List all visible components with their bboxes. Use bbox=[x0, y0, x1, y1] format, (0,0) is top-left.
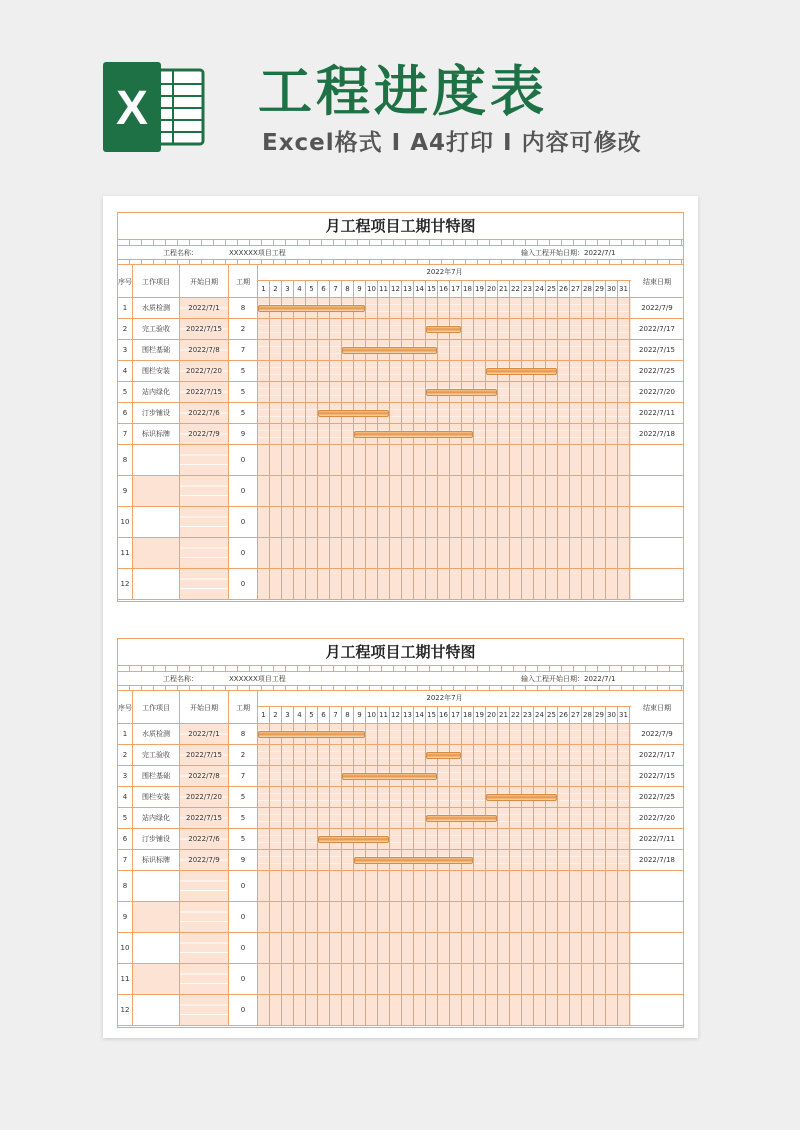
gantt-grid bbox=[258, 933, 631, 963]
day-number: 1 bbox=[258, 281, 270, 298]
task-duration[interactable]: 5 bbox=[229, 361, 258, 381]
day-number: 28 bbox=[582, 707, 594, 724]
task-index: 7 bbox=[118, 424, 133, 444]
task-end-date: 2022/7/18 bbox=[639, 856, 675, 864]
task-row bbox=[118, 382, 683, 403]
task-start-date[interactable] bbox=[180, 871, 229, 901]
task-duration[interactable]: 0 bbox=[229, 538, 258, 568]
task-index: 7 bbox=[118, 850, 133, 870]
day-number: 1 bbox=[258, 707, 270, 724]
task-index: 2 bbox=[118, 745, 133, 765]
day-number: 22 bbox=[510, 707, 522, 724]
gantt-grid bbox=[258, 724, 631, 744]
task-name[interactable]: 围栏基础 bbox=[133, 766, 180, 786]
task-name[interactable]: 标识标牌 bbox=[133, 424, 180, 444]
task-name[interactable]: 围栏安装 bbox=[133, 361, 180, 381]
task-duration[interactable]: 0 bbox=[229, 902, 258, 932]
day-number: 6 bbox=[318, 281, 330, 298]
day-number: 13 bbox=[402, 707, 414, 724]
page-title: 工程进度表 bbox=[258, 60, 548, 123]
col-item-header: 工作项目 bbox=[133, 691, 180, 724]
logo-letter: X bbox=[115, 82, 149, 135]
empty-task-row bbox=[118, 995, 683, 1026]
col-end-header: 结束日期 bbox=[643, 703, 671, 712]
day-number: 27 bbox=[570, 281, 582, 298]
task-name[interactable]: 围栏基础 bbox=[133, 340, 180, 360]
project-name[interactable]: XXXXXX项目工程 bbox=[229, 675, 286, 683]
day-number: 26 bbox=[558, 281, 570, 298]
gantt-grid bbox=[258, 745, 631, 765]
day-number: 19 bbox=[474, 281, 486, 298]
info-row bbox=[118, 246, 683, 260]
task-end-date: 2022/7/9 bbox=[641, 304, 673, 312]
start-date-label: 输入工程开始日期： bbox=[521, 249, 584, 257]
task-end-date bbox=[631, 538, 683, 568]
task-start-date[interactable] bbox=[180, 445, 229, 475]
task-start-date[interactable]: 2022/7/15 bbox=[180, 745, 229, 765]
table-header bbox=[118, 265, 683, 298]
task-end-date bbox=[631, 569, 683, 599]
day-number: 5 bbox=[306, 707, 318, 724]
empty-task-row bbox=[118, 476, 683, 507]
task-duration[interactable]: 2 bbox=[229, 745, 258, 765]
gantt-grid bbox=[258, 569, 631, 599]
task-start-date[interactable]: 2022/7/20 bbox=[180, 361, 229, 381]
task-name[interactable] bbox=[133, 902, 180, 932]
day-number: 10 bbox=[366, 707, 378, 724]
task-end-date bbox=[631, 902, 683, 932]
task-duration[interactable]: 0 bbox=[229, 995, 258, 1025]
task-end-date: 2022/7/18 bbox=[639, 430, 675, 438]
task-duration[interactable]: 7 bbox=[229, 766, 258, 786]
task-end-date bbox=[631, 995, 683, 1025]
day-number: 7 bbox=[330, 281, 342, 298]
task-duration[interactable]: 5 bbox=[229, 808, 258, 828]
task-start-date[interactable]: 2022/7/9 bbox=[180, 850, 229, 870]
task-row bbox=[118, 403, 683, 424]
day-number: 20 bbox=[486, 707, 498, 724]
task-name[interactable]: 完工验收 bbox=[133, 745, 180, 765]
task-duration[interactable]: 0 bbox=[229, 871, 258, 901]
task-end-date: 2022/7/15 bbox=[639, 346, 675, 354]
day-number: 21 bbox=[498, 707, 510, 724]
col-item-header: 工作项目 bbox=[133, 265, 180, 298]
day-number: 12 bbox=[390, 707, 402, 724]
task-duration[interactable]: 5 bbox=[229, 403, 258, 423]
empty-task-row bbox=[118, 902, 683, 933]
task-end-date: 2022/7/11 bbox=[639, 835, 675, 843]
task-index: 8 bbox=[118, 445, 133, 475]
gantt-bar[interactable] bbox=[354, 431, 473, 438]
task-end-date bbox=[631, 871, 683, 901]
day-number: 11 bbox=[378, 281, 390, 298]
gantt-bar[interactable] bbox=[354, 857, 473, 864]
day-number: 6 bbox=[318, 707, 330, 724]
gantt-grid bbox=[258, 766, 631, 786]
gantt-grid bbox=[258, 964, 631, 994]
document-page bbox=[103, 196, 698, 1038]
task-start-date[interactable]: 2022/7/15 bbox=[180, 808, 229, 828]
day-number: 14 bbox=[414, 281, 426, 298]
task-index: 8 bbox=[118, 871, 133, 901]
empty-task-row bbox=[118, 445, 683, 476]
task-name[interactable]: 站内绿化 bbox=[133, 382, 180, 402]
task-start-date[interactable] bbox=[180, 507, 229, 537]
col-start-header: 开始日期 bbox=[180, 691, 229, 724]
day-number: 28 bbox=[582, 281, 594, 298]
day-number: 31 bbox=[618, 281, 630, 298]
task-index: 2 bbox=[118, 319, 133, 339]
day-number: 18 bbox=[462, 281, 474, 298]
task-index: 9 bbox=[118, 476, 133, 506]
gantt-bar[interactable] bbox=[258, 305, 365, 312]
day-number: 24 bbox=[534, 281, 546, 298]
task-row bbox=[118, 745, 683, 766]
gantt-grid bbox=[258, 507, 631, 537]
gantt-grid bbox=[258, 787, 631, 807]
month-label: 2022年7月 bbox=[426, 694, 463, 702]
task-start-date[interactable]: 2022/7/8 bbox=[180, 766, 229, 786]
task-end-date: 2022/7/11 bbox=[639, 409, 675, 417]
task-duration[interactable]: 0 bbox=[229, 476, 258, 506]
gantt-bar[interactable] bbox=[426, 326, 461, 333]
day-number: 15 bbox=[426, 707, 438, 724]
task-index: 3 bbox=[118, 766, 133, 786]
day-number: 17 bbox=[450, 707, 462, 724]
day-number: 31 bbox=[618, 707, 630, 724]
day-number: 25 bbox=[546, 707, 558, 724]
task-end-date: 2022/7/17 bbox=[639, 325, 675, 333]
col-duration-header: 工期 bbox=[229, 691, 258, 724]
project-name[interactable]: XXXXXX项目工程 bbox=[229, 249, 286, 257]
task-name[interactable] bbox=[133, 445, 180, 475]
day-number: 20 bbox=[486, 281, 498, 298]
project-label: 工程名称： bbox=[163, 675, 198, 683]
day-number: 19 bbox=[474, 707, 486, 724]
gantt-bar[interactable] bbox=[486, 794, 557, 801]
col-index-header: 序号 bbox=[118, 265, 133, 298]
task-start-date[interactable]: 2022/7/1 bbox=[180, 724, 229, 744]
task-duration[interactable]: 5 bbox=[229, 787, 258, 807]
info-row bbox=[118, 672, 683, 686]
gantt-bar[interactable] bbox=[426, 389, 497, 396]
day-number: 13 bbox=[402, 281, 414, 298]
task-start-date[interactable]: 2022/7/15 bbox=[180, 382, 229, 402]
task-row bbox=[118, 298, 683, 319]
gantt-grid bbox=[258, 403, 631, 423]
start-date-value[interactable]: 2022/7/1 bbox=[584, 675, 616, 683]
day-number: 16 bbox=[438, 281, 450, 298]
task-index: 9 bbox=[118, 902, 133, 932]
task-row bbox=[118, 361, 683, 382]
gantt-bar[interactable] bbox=[426, 752, 461, 759]
col-end-header: 结束日期 bbox=[643, 277, 671, 286]
task-name[interactable]: 站内绿化 bbox=[133, 808, 180, 828]
task-end-date bbox=[631, 445, 683, 475]
task-duration[interactable]: 7 bbox=[229, 340, 258, 360]
task-index: 6 bbox=[118, 403, 133, 423]
task-start-date[interactable]: 2022/7/1 bbox=[180, 298, 229, 318]
task-end-date: 2022/7/9 bbox=[641, 730, 673, 738]
task-duration[interactable]: 0 bbox=[229, 933, 258, 963]
task-name[interactable]: 汀步铺设 bbox=[133, 403, 180, 423]
gantt-grid bbox=[258, 319, 631, 339]
task-row bbox=[118, 829, 683, 850]
task-start-date[interactable] bbox=[180, 538, 229, 568]
day-number: 2 bbox=[270, 707, 282, 724]
task-end-date bbox=[631, 507, 683, 537]
empty-task-row bbox=[118, 933, 683, 964]
task-row bbox=[118, 850, 683, 871]
gantt-bar[interactable] bbox=[426, 815, 497, 822]
day-number: 30 bbox=[606, 707, 618, 724]
month-label: 2022年7月 bbox=[426, 268, 463, 276]
gantt-grid bbox=[258, 424, 631, 444]
gantt-grid bbox=[258, 382, 631, 402]
task-duration[interactable]: 9 bbox=[229, 424, 258, 444]
gantt-grid bbox=[258, 902, 631, 932]
gantt-grid bbox=[258, 538, 631, 568]
task-name[interactable] bbox=[133, 569, 180, 599]
day-number: 10 bbox=[366, 281, 378, 298]
task-name[interactable]: 水质检测 bbox=[133, 724, 180, 744]
task-start-date[interactable] bbox=[180, 964, 229, 994]
task-end-date: 2022/7/15 bbox=[639, 772, 675, 780]
day-number: 29 bbox=[594, 707, 606, 724]
day-number: 4 bbox=[294, 707, 306, 724]
task-start-date[interactable] bbox=[180, 476, 229, 506]
task-end-date: 2022/7/17 bbox=[639, 751, 675, 759]
day-number: 2 bbox=[270, 281, 282, 298]
task-index: 6 bbox=[118, 829, 133, 849]
day-number: 8 bbox=[342, 707, 354, 724]
task-name[interactable] bbox=[133, 933, 180, 963]
task-duration[interactable]: 5 bbox=[229, 829, 258, 849]
task-index: 1 bbox=[118, 298, 133, 318]
task-start-date[interactable]: 2022/7/6 bbox=[180, 403, 229, 423]
day-number: 29 bbox=[594, 281, 606, 298]
task-index: 3 bbox=[118, 340, 133, 360]
task-end-date: 2022/7/20 bbox=[639, 388, 675, 396]
empty-task-row bbox=[118, 507, 683, 538]
task-index: 5 bbox=[118, 808, 133, 828]
day-number: 11 bbox=[378, 707, 390, 724]
task-row bbox=[118, 766, 683, 787]
day-number: 30 bbox=[606, 281, 618, 298]
task-name[interactable]: 标识标牌 bbox=[133, 850, 180, 870]
task-end-date: 2022/7/25 bbox=[639, 793, 675, 801]
task-index: 4 bbox=[118, 787, 133, 807]
day-number: 21 bbox=[498, 281, 510, 298]
task-row bbox=[118, 340, 683, 361]
day-number: 18 bbox=[462, 707, 474, 724]
gantt-bar[interactable] bbox=[486, 368, 557, 375]
task-end-date bbox=[631, 964, 683, 994]
gantt-grid bbox=[258, 476, 631, 506]
gantt-grid bbox=[258, 850, 631, 870]
task-start-date[interactable]: 2022/7/20 bbox=[180, 787, 229, 807]
task-index: 12 bbox=[118, 995, 133, 1025]
task-index: 1 bbox=[118, 724, 133, 744]
task-name[interactable]: 完工验收 bbox=[133, 319, 180, 339]
day-number: 9 bbox=[354, 707, 366, 724]
day-number: 3 bbox=[282, 707, 294, 724]
table-header bbox=[118, 691, 683, 724]
excel-logo-icon bbox=[103, 62, 205, 152]
task-duration[interactable]: 8 bbox=[229, 298, 258, 318]
task-start-date[interactable] bbox=[180, 902, 229, 932]
day-number: 23 bbox=[522, 707, 534, 724]
task-end-date: 2022/7/20 bbox=[639, 814, 675, 822]
day-header bbox=[258, 280, 631, 298]
empty-task-row bbox=[118, 569, 683, 600]
gantt-bar[interactable] bbox=[318, 836, 389, 843]
task-duration[interactable]: 0 bbox=[229, 569, 258, 599]
task-duration[interactable]: 9 bbox=[229, 850, 258, 870]
task-start-date[interactable]: 2022/7/8 bbox=[180, 340, 229, 360]
task-name[interactable]: 汀步铺设 bbox=[133, 829, 180, 849]
task-index: 12 bbox=[118, 569, 133, 599]
day-number: 4 bbox=[294, 281, 306, 298]
day-number: 8 bbox=[342, 281, 354, 298]
gantt-grid bbox=[258, 995, 631, 1025]
task-end-date: 2022/7/25 bbox=[639, 367, 675, 375]
task-start-date[interactable] bbox=[180, 933, 229, 963]
sheet-title: 月工程项目工期甘特图 bbox=[118, 639, 683, 666]
task-name[interactable] bbox=[133, 995, 180, 1025]
task-duration[interactable]: 0 bbox=[229, 964, 258, 994]
gantt-grid bbox=[258, 340, 631, 360]
empty-task-row bbox=[118, 538, 683, 569]
task-duration[interactable]: 2 bbox=[229, 319, 258, 339]
gantt-sheet-2 bbox=[117, 638, 684, 1028]
col-start-header: 开始日期 bbox=[180, 265, 229, 298]
task-index: 4 bbox=[118, 361, 133, 381]
task-row bbox=[118, 724, 683, 745]
task-duration[interactable]: 5 bbox=[229, 382, 258, 402]
task-duration[interactable]: 8 bbox=[229, 724, 258, 744]
gantt-grid bbox=[258, 808, 631, 828]
task-row bbox=[118, 424, 683, 445]
empty-task-row bbox=[118, 964, 683, 995]
project-label: 工程名称： bbox=[163, 249, 198, 257]
task-index: 5 bbox=[118, 382, 133, 402]
gantt-grid bbox=[258, 445, 631, 475]
header bbox=[0, 0, 800, 190]
gantt-bar[interactable] bbox=[342, 347, 437, 354]
task-name[interactable] bbox=[133, 964, 180, 994]
task-name[interactable]: 水质检测 bbox=[133, 298, 180, 318]
start-date-value[interactable]: 2022/7/1 bbox=[584, 249, 616, 257]
day-number: 17 bbox=[450, 281, 462, 298]
task-end-date bbox=[631, 933, 683, 963]
start-date-label: 输入工程开始日期： bbox=[521, 675, 584, 683]
task-row bbox=[118, 787, 683, 808]
day-number: 22 bbox=[510, 281, 522, 298]
day-number: 23 bbox=[522, 281, 534, 298]
day-number: 9 bbox=[354, 281, 366, 298]
gantt-bar[interactable] bbox=[342, 773, 437, 780]
day-number: 26 bbox=[558, 707, 570, 724]
task-end-date bbox=[631, 476, 683, 506]
task-start-date[interactable]: 2022/7/15 bbox=[180, 319, 229, 339]
day-number: 7 bbox=[330, 707, 342, 724]
day-number: 16 bbox=[438, 707, 450, 724]
gantt-bar[interactable] bbox=[258, 731, 365, 738]
task-row bbox=[118, 808, 683, 829]
task-name[interactable] bbox=[133, 538, 180, 568]
task-duration[interactable]: 0 bbox=[229, 507, 258, 537]
task-index: 10 bbox=[118, 933, 133, 963]
empty-task-row bbox=[118, 871, 683, 902]
task-name[interactable]: 围栏安装 bbox=[133, 787, 180, 807]
task-start-date[interactable]: 2022/7/9 bbox=[180, 424, 229, 444]
day-number: 3 bbox=[282, 281, 294, 298]
col-index-header: 序号 bbox=[118, 691, 133, 724]
task-index: 10 bbox=[118, 507, 133, 537]
gantt-sheet-1 bbox=[117, 212, 684, 602]
task-index: 11 bbox=[118, 964, 133, 994]
task-name[interactable] bbox=[133, 476, 180, 506]
day-number: 24 bbox=[534, 707, 546, 724]
task-start-date[interactable]: 2022/7/6 bbox=[180, 829, 229, 849]
day-header bbox=[258, 706, 631, 724]
gantt-bar[interactable] bbox=[318, 410, 389, 417]
gantt-grid bbox=[258, 298, 631, 318]
col-duration-header: 工期 bbox=[229, 265, 258, 298]
task-start-date[interactable] bbox=[180, 569, 229, 599]
gantt-grid bbox=[258, 361, 631, 381]
task-index: 11 bbox=[118, 538, 133, 568]
gantt-grid bbox=[258, 871, 631, 901]
page-subtitle: Excel格式 I A4打印 I 内容可修改 bbox=[262, 130, 642, 156]
task-duration[interactable]: 0 bbox=[229, 445, 258, 475]
gantt-grid bbox=[258, 829, 631, 849]
task-row bbox=[118, 319, 683, 340]
day-number: 5 bbox=[306, 281, 318, 298]
task-name[interactable] bbox=[133, 871, 180, 901]
day-number: 25 bbox=[546, 281, 558, 298]
day-number: 27 bbox=[570, 707, 582, 724]
day-number: 12 bbox=[390, 281, 402, 298]
day-number: 15 bbox=[426, 281, 438, 298]
task-start-date[interactable] bbox=[180, 995, 229, 1025]
sheet-title: 月工程项目工期甘特图 bbox=[118, 213, 683, 240]
task-name[interactable] bbox=[133, 507, 180, 537]
day-number: 14 bbox=[414, 707, 426, 724]
